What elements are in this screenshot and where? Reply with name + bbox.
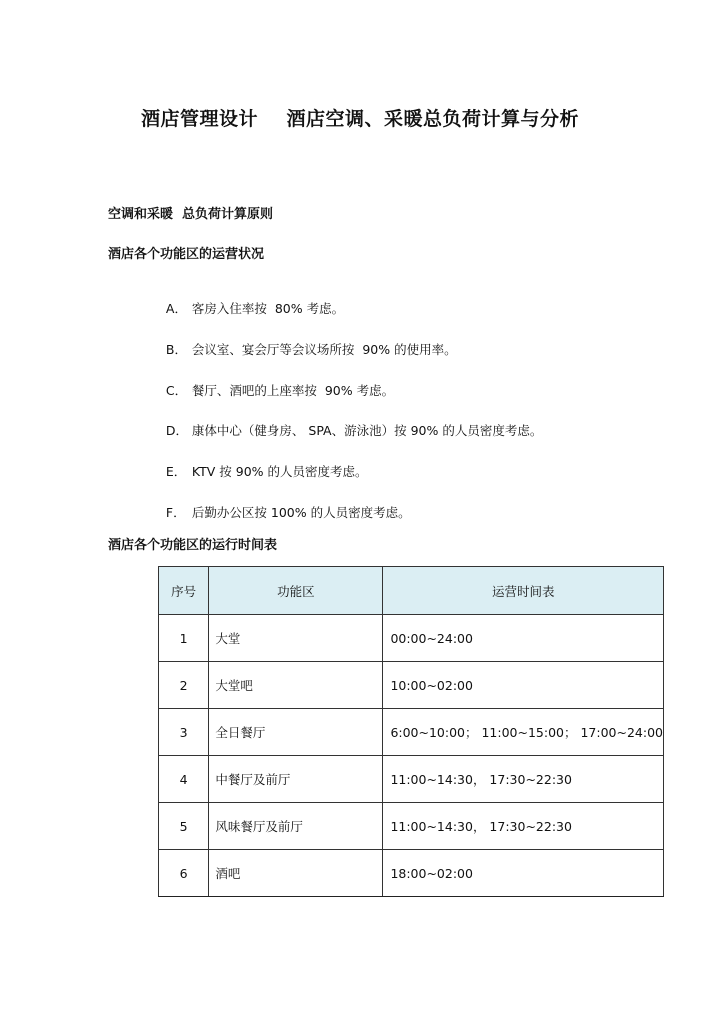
table-row <box>159 662 664 709</box>
list-item-letter: A． <box>165 301 187 316</box>
list-item-text: 会议室、宴会厅等会议场所按 90% 的使用率。 <box>191 342 457 357</box>
table-row <box>159 615 664 662</box>
list-item-letter: D． <box>165 423 189 438</box>
row-number: 4 <box>159 756 209 803</box>
header-function-area: 功能区 <box>209 567 383 615</box>
section-heading-operation-status: 酒店各个功能区的运营状况 <box>108 247 265 262</box>
list-item-text: 康体中心（健身房、 SPA、游泳池）按 90% 的人员密度考虑。 <box>191 423 543 438</box>
row-number: 3 <box>159 709 209 756</box>
table-row <box>159 709 664 756</box>
table-header-row <box>159 567 664 615</box>
list-item-letter: F． <box>165 505 186 520</box>
table-row <box>159 850 664 897</box>
section-heading-principles: 空调和采暖 总负荷计算原则 <box>108 207 274 222</box>
row-area: 中餐厅及前厅 <box>209 756 383 803</box>
row-number: 6 <box>159 850 209 897</box>
row-time: 00:00~24:00 <box>383 615 664 662</box>
header-schedule: 运营时间表 <box>383 567 664 615</box>
row-area: 全日餐厅 <box>209 709 383 756</box>
row-area: 风味餐厅及前厅 <box>209 803 383 850</box>
section-heading-schedule: 酒店各个功能区的运行时间表 <box>108 538 278 553</box>
list-item-text: 后勤办公区按 100% 的人员密度考虑。 <box>191 505 411 520</box>
row-number: 5 <box>159 803 209 850</box>
list-item-text: 餐厅、酒吧的上座率按 90% 考虑。 <box>191 383 395 398</box>
row-time: 10:00~02:00 <box>383 662 664 709</box>
list-item-text: 客房入住率按 80% 考虑。 <box>191 301 345 316</box>
row-area: 大堂吧 <box>209 662 383 709</box>
row-area: 酒吧 <box>209 850 383 897</box>
document-title: 酒店管理设计 酒店空调、采暖总负荷计算与分析 <box>141 108 579 130</box>
list-item-letter: B． <box>165 342 187 357</box>
row-area: 大堂 <box>209 615 383 662</box>
table-row <box>159 803 664 850</box>
schedule-table <box>158 566 664 897</box>
row-number: 1 <box>159 615 209 662</box>
row-time: 6:00~10:00； 11:00~15:00； 17:00~24:00 <box>383 709 664 756</box>
row-time: 18:00~02:00 <box>383 850 664 897</box>
list-item-letter: E． <box>165 464 187 479</box>
list-item <box>150 488 411 536</box>
row-number: 2 <box>159 662 209 709</box>
header-number: 序号 <box>159 567 209 615</box>
row-time: 11:00~14:30， 17:30~22:30 <box>383 756 664 803</box>
table-row <box>159 756 664 803</box>
list-item-letter: C． <box>165 383 188 398</box>
row-time: 11:00~14:30， 17:30~22:30 <box>383 803 664 850</box>
list-item-text: KTV 按 90% 的人员密度考虑。 <box>191 464 368 479</box>
